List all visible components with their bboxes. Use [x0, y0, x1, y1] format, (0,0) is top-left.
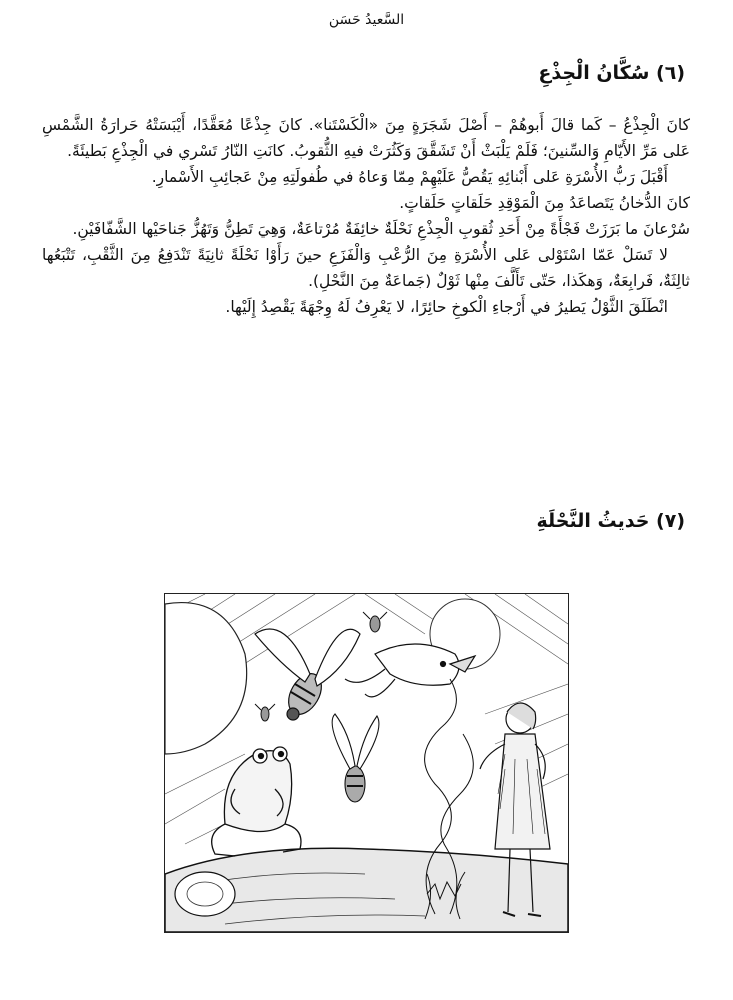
tree-log [165, 848, 568, 932]
paragraph-2: أَقْبَلَ رَبُّ الأُسْرَةِ عَلى أَبْنائِهِ يَقُصُّ عَلَيْهِمْ مِمّا وَعاهُ في طُفولَتِهِ مِنْ عَجائِبِ الأَسْمارِ. [151, 168, 668, 186]
paragraph-4: سُرْعانَ ما بَرَزَتْ فَجْأَةً مِنْ أَحَدِ ثُقوبِ الْجِذْعِ نَحْلَةٌ خائِفَةٌ مُرْتاعَةٌ، وَهِيَ تَطِنُّ وَتَهُزُّ جَناحَيْها الشَّفّافَيْنِ. [72, 220, 690, 238]
section-title-6: (٦) سُكَّانُ الْجِذْعِ [538, 62, 685, 84]
running-header-author: السَّعيدُ حَسَن [328, 12, 405, 28]
paragraph-3: كانَ الدُّخانُ يَتَصاعَدُ مِنَ الْمَوْقِدِ حَلَقاتٍ حَلَقاتٍ. [399, 194, 690, 212]
moon-shape [165, 603, 247, 754]
paragraph-5: لا تَسَلْ عَمّا اسْتَوْلى عَلى الأُسْرَةِ مِنَ الرُّعْبِ وَالْفَزَعِ حينَ رَأَوْا نَحْلَةً ثانِيَةً تَنْدَفِعُ مِنَ الثَّقْبِ، تَتْبَعُها ثالِثَةٌ، فَرابِعَةٌ، وَهكَذا، حَتّى تَأَلَّفَ مِنْها ثَوْلٌ (جَماعَةٌ مِنَ النَّحْلِ). [42, 246, 690, 290]
illustration-drawing [165, 594, 568, 932]
frog-figure [212, 747, 301, 856]
story-illustration [164, 593, 569, 933]
paragraph-6: انْطَلَقَ الثَّوْلُ يَطيرُ في أَرْجاءِ الْكوخِ حائِرًا، لا يَعْرِفُ لَهُ وِجْهَةً يَقْصِدُ إِلَيْها. [225, 298, 668, 316]
story-body [42, 112, 690, 320]
bee-large-icon [255, 629, 360, 720]
section-title-7: (٧) حَديثُ النَّحْلَةِ [536, 510, 685, 532]
paragraph-1: كانَ الْجِذْعُ – كَما قالَ أَبوهُمْ – أَصْلَ شَجَرَةٍ مِنَ «الْكَسْتَنا». كانَ جِذْعًا مُعَقَّدًا، أَيْبَسَتْهُ حَرارَةُ الشَّمْسِ عَلى مَرِّ الأَيّامِ وَالسِّنينَ؛ فَلَمْ يَلْبَثْ أَنْ تَشَقَّقَ وَكَثُرَتْ فيهِ الثُّقوبُ. كانَتِ النّارُ تَسْري في الْجِذْعِ بَطيئَةً. [42, 116, 690, 160]
bee-center-icon [332, 714, 379, 802]
